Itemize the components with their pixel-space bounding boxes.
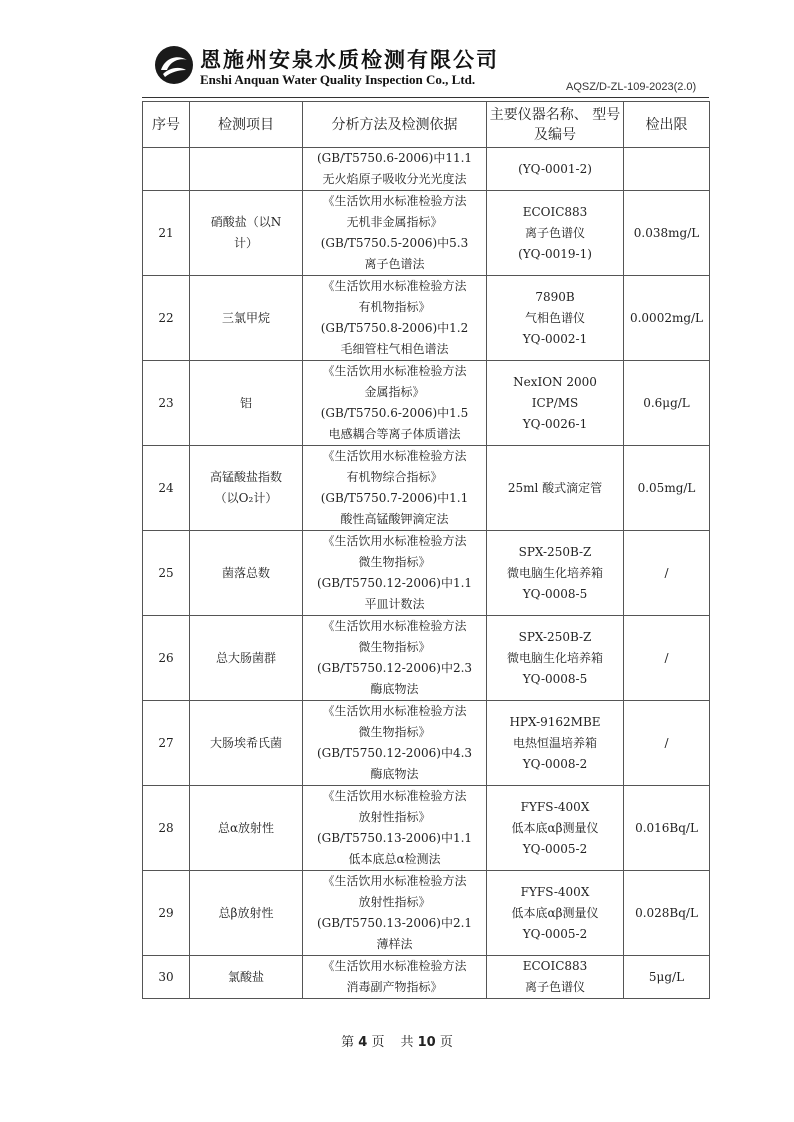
cell-instrument: ECOIC883 离子色谱仪 (YQ-0019-1) (487, 191, 624, 276)
cell-instrument: FYFS-400X 低本底αβ测量仪 YQ-0005-2 (487, 786, 624, 871)
cell-method-basis: (GB/T5750.6-2006)中11.1 无火焰原子吸收分光光度法 (303, 148, 487, 191)
cell-serial-number: 25 (143, 531, 190, 616)
inspection-items-table (142, 101, 710, 999)
table-row (143, 148, 710, 191)
cell-instrument: 25ml 酸式滴定管 (487, 446, 624, 531)
company-logo-icon (153, 44, 195, 86)
cell-instrument: SPX-250B-Z 微电脑生化培养箱 YQ-0008-5 (487, 616, 624, 701)
cell-test-item (190, 148, 303, 191)
table-row (143, 191, 710, 276)
cell-test-item: 菌落总数 (190, 531, 303, 616)
cell-test-item: 硝酸盐（以N 计） (190, 191, 303, 276)
table-row (143, 531, 710, 616)
cell-method-basis: 《生活饮用水标准检验方法 放射性指标》 (GB/T5750.13-2006)中1.1 低本底总α检测法 (303, 786, 487, 871)
cell-detection-limit: 0.038mg/L (624, 191, 710, 276)
cell-detection-limit: 0.6μg/L (624, 361, 710, 446)
header-divider (142, 97, 709, 98)
table-row (143, 276, 710, 361)
cell-test-item: 高锰酸盐指数 （以O₂计） (190, 446, 303, 531)
cell-method-basis: 《生活饮用水标准检验方法 无机非金属指标》 (GB/T5750.5-2006)中5.3 离子色谱法 (303, 191, 487, 276)
header-method-basis: 分析方法及检测依据 (303, 102, 487, 148)
cell-test-item: 总大肠菌群 (190, 616, 303, 701)
cell-method-basis: 《生活饮用水标准检验方法 有机物指标》 (GB/T5750.8-2006)中1.2 毛细管柱气相色谱法 (303, 276, 487, 361)
cell-instrument: FYFS-400X 低本底αβ测量仪 YQ-0005-2 (487, 871, 624, 956)
cell-serial-number: 28 (143, 786, 190, 871)
cell-serial-number: 26 (143, 616, 190, 701)
cell-test-item: 大肠埃希氏菌 (190, 701, 303, 786)
document-code: AQSZ/D-ZL-109-2023(2.0) (566, 81, 697, 93)
cell-instrument: SPX-250B-Z 微电脑生化培养箱 YQ-0008-5 (487, 531, 624, 616)
cell-detection-limit: 5μg/L (624, 956, 710, 999)
cell-test-item: 氯酸盐 (190, 956, 303, 999)
cell-detection-limit: 0.0002mg/L (624, 276, 710, 361)
cell-detection-limit: 0.016Bq/L (624, 786, 710, 871)
table-header-row (143, 102, 710, 148)
company-name-english: Enshi Anquan Water Quality Inspection Co., Ltd. (200, 72, 476, 87)
cell-detection-limit: 0.028Bq/L (624, 871, 710, 956)
cell-detection-limit: / (624, 701, 710, 786)
table-row (143, 616, 710, 701)
cell-method-basis: 《生活饮用水标准检验方法 消毒副产物指标》 (303, 956, 487, 999)
cell-detection-limit: / (624, 531, 710, 616)
cell-serial-number: 24 (143, 446, 190, 531)
header-serial-number: 序号 (143, 102, 190, 148)
cell-method-basis: 《生活饮用水标准检验方法 放射性指标》 (GB/T5750.13-2006)中2.1 薄样法 (303, 871, 487, 956)
cell-serial-number: 30 (143, 956, 190, 999)
cell-method-basis: 《生活饮用水标准检验方法 金属指标》 (GB/T5750.6-2006)中1.5 电感耦合等离子体质谱法 (303, 361, 487, 446)
total-page-count: 10 (417, 1035, 436, 1050)
cell-instrument: (YQ-0001-2) (487, 148, 624, 191)
page-footer: 第 4 页 共 10 页 (341, 1035, 453, 1050)
header-instrument: 主要仪器名称、 型号及编号 (487, 102, 624, 148)
cell-serial-number: 27 (143, 701, 190, 786)
cell-method-basis: 《生活饮用水标准检验方法 微生物指标》 (GB/T5750.12-2006)中2.3 酶底物法 (303, 616, 487, 701)
cell-instrument: HPX-9162MBE 电热恒温培养箱 YQ-0008-2 (487, 701, 624, 786)
cell-method-basis: 《生活饮用水标准检验方法 有机物综合指标》 (GB/T5750.7-2006)中1.1 酸性高锰酸钾滴定法 (303, 446, 487, 531)
table-row (143, 361, 710, 446)
cell-serial-number: 23 (143, 361, 190, 446)
cell-method-basis: 《生活饮用水标准检验方法 微生物指标》 (GB/T5750.12-2006)中4.3 酶底物法 (303, 701, 487, 786)
cell-instrument: 7890B 气相色谱仪 YQ-0002-1 (487, 276, 624, 361)
table-row (143, 871, 710, 956)
cell-serial-number (143, 148, 190, 191)
cell-serial-number: 29 (143, 871, 190, 956)
cell-test-item: 总β放射性 (190, 871, 303, 956)
current-page-number: 4 (358, 1035, 368, 1050)
table-row (143, 786, 710, 871)
table-row (143, 701, 710, 786)
cell-detection-limit: 0.05mg/L (624, 446, 710, 531)
cell-serial-number: 22 (143, 276, 190, 361)
table-row (143, 956, 710, 999)
table-row (143, 446, 710, 531)
cell-method-basis: 《生活饮用水标准检验方法 微生物指标》 (GB/T5750.12-2006)中1.1 平皿计数法 (303, 531, 487, 616)
header-detection-limit: 检出限 (624, 102, 710, 148)
cell-test-item: 三氯甲烷 (190, 276, 303, 361)
cell-detection-limit: / (624, 616, 710, 701)
cell-serial-number: 21 (143, 191, 190, 276)
cell-detection-limit (624, 148, 710, 191)
cell-test-item: 总α放射性 (190, 786, 303, 871)
company-name-chinese: 恩施州安泉水质检测有限公司 (200, 48, 499, 72)
cell-test-item: 铝 (190, 361, 303, 446)
cell-instrument: NexION 2000 ICP/MS YQ-0026-1 (487, 361, 624, 446)
cell-instrument: ECOIC883 离子色谱仪 (487, 956, 624, 999)
header-test-item: 检测项目 (190, 102, 303, 148)
